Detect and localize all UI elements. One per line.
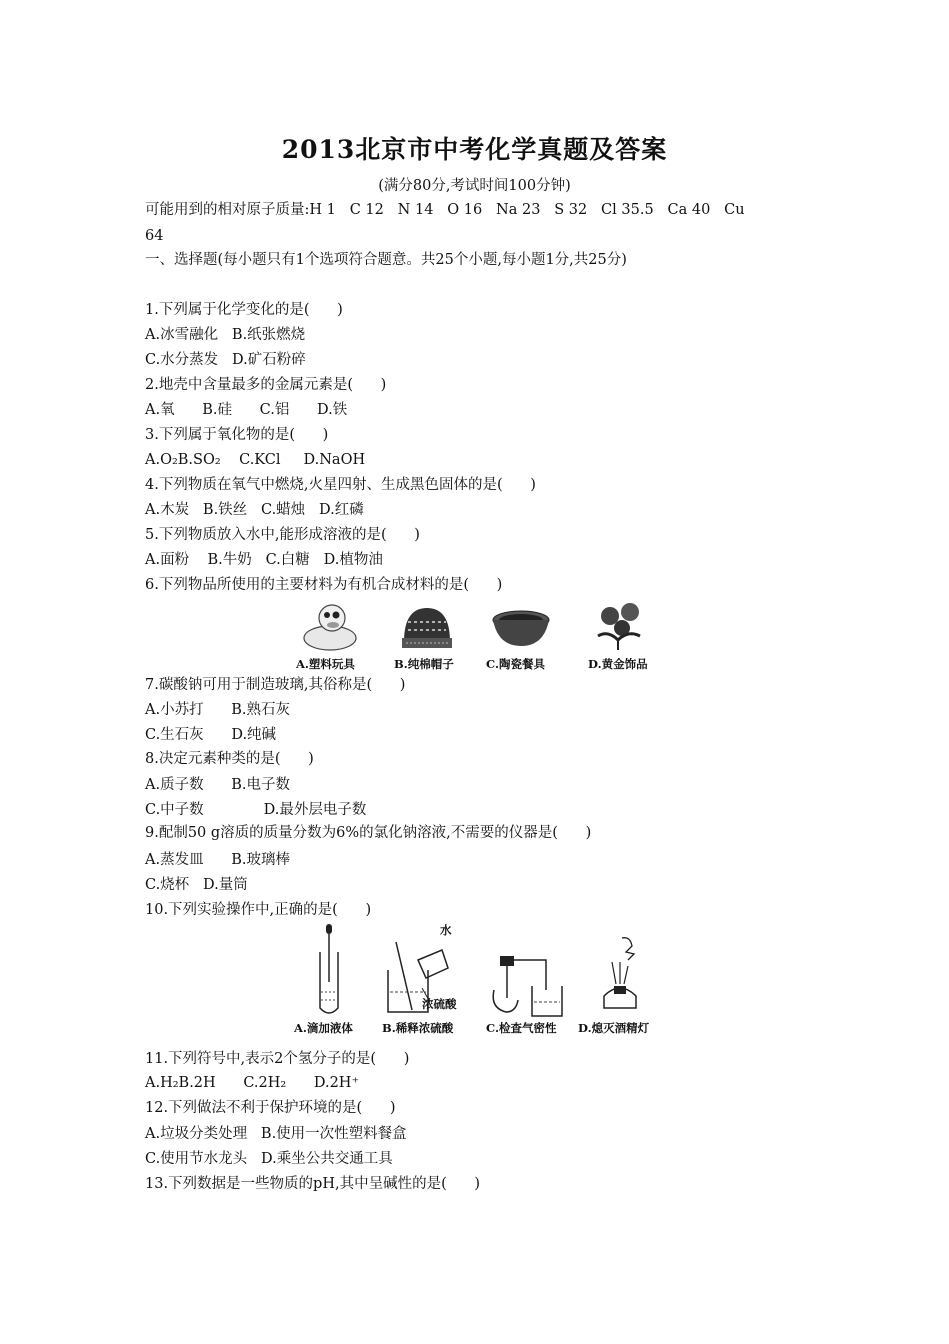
- q12-options-2: C.使用节水龙头 D.乘坐公共交通工具: [145, 1151, 393, 1167]
- q10-stem: 10.下列实验操作中,正确的是( ): [145, 902, 372, 918]
- q1-stem: 1.下列属于化学变化的是( ): [145, 302, 343, 318]
- q10-caption-d: D.熄灭酒精灯: [578, 1021, 650, 1035]
- cotton-hat-image: [398, 602, 456, 652]
- q6-caption-b: B.纯棉帽子: [394, 657, 454, 671]
- q9-stem: 9.配制50 g溶质的质量分数为6%的氯化钠溶液,不需要的仪器是( ): [145, 825, 592, 841]
- q10-caption-c: C.检查气密性: [486, 1021, 557, 1035]
- q5-options: A.面粉 B.牛奶 C.白糖 D.植物油: [145, 552, 383, 568]
- q6-figures: [290, 600, 670, 675]
- atomic-masses-line-1: 可能用到的相对原子质量:H 1 C 12 N 14 O 16 Na 23 S 32 Cl 35.5 Ca 40 Cu: [145, 202, 745, 218]
- q4-stem: 4.下列物质在氧气中燃烧,火星四射、生成黑色固体的是( ): [145, 477, 536, 493]
- gold-jewelry-image: [588, 600, 650, 652]
- q13-stem: 13.下列数据是一些物质的pH,其中呈碱性的是( ): [145, 1176, 481, 1192]
- q1-options-1: A.冰雪融化 B.纸张燃烧: [145, 327, 306, 343]
- q6-caption-c: C.陶瓷餐具: [486, 657, 545, 671]
- q10-figures: [290, 922, 670, 1040]
- q7-options-1: A.小苏打 B.熟石灰: [145, 702, 290, 718]
- q9-options-2: C.烧杯 D.量筒: [145, 877, 248, 893]
- duck-toy-image: [300, 600, 360, 652]
- q2-stem: 2.地壳中含量最多的金属元素是( ): [145, 377, 387, 393]
- q7-options-2: C.生石灰 D.纯碱: [145, 727, 277, 743]
- q3-options: A.O₂B.SO₂ C.KCl D.NaOH: [145, 452, 366, 468]
- dropper-test-tube-image: [310, 922, 350, 1017]
- q8-options-1: A.质子数 B.电子数: [145, 777, 290, 793]
- page-title: 2013北京市中考化学真题及答案: [281, 135, 668, 164]
- water-label: 水: [440, 923, 452, 937]
- q8-options-2: C.中子数 D.最外层电子数: [145, 802, 367, 818]
- q12-stem: 12.下列做法不利于保护环境的是( ): [145, 1100, 396, 1116]
- q9-options-1: A.蒸发皿 B.玻璃棒: [145, 852, 290, 868]
- q5-stem: 5.下列物质放入水中,能形成溶液的是( ): [145, 527, 420, 543]
- q1-options-2: C.水分蒸发 D.矿石粉碎: [145, 352, 306, 368]
- atomic-masses-line-2: 64: [145, 228, 164, 244]
- acid-label: 浓硫酸: [422, 997, 457, 1011]
- ceramic-bowl-image: [490, 608, 552, 650]
- q6-caption-a: A.塑料玩具: [296, 657, 355, 671]
- section-header: 一、选择题(每小题只有1个选项符合题意。共25个小题,每小题1分,共25分): [145, 252, 627, 268]
- q7-stem: 7.碳酸钠可用于制造玻璃,其俗称是( ): [145, 677, 406, 693]
- exam-info: (满分80分,考试时间100分钟): [378, 178, 571, 194]
- q11-options: A.H₂B.2H C.2H₂ D.2H⁺: [145, 1075, 360, 1091]
- q8-stem: 8.决定元素种类的是( ): [145, 751, 314, 767]
- q4-options: A.木炭 B.铁丝 C.蜡烛 D.红磷: [145, 502, 364, 518]
- airtightness-check-image: [486, 950, 566, 1020]
- q2-options: A.氧 B.硅 C.铝 D.铁: [145, 402, 348, 418]
- q12-options-1: A.垃圾分类处理 B.使用一次性塑料餐盒: [145, 1126, 407, 1142]
- q11-stem: 11.下列符号中,表示2个氢分子的是( ): [145, 1051, 410, 1067]
- q3-stem: 3.下列属于氧化物的是( ): [145, 427, 329, 443]
- q10-caption-a: A.滴加液体: [294, 1021, 353, 1035]
- q10-caption-b: B.稀释浓硫酸: [382, 1021, 454, 1035]
- q6-caption-d: D.黄金饰品: [588, 657, 648, 671]
- alcohol-lamp-image: [590, 932, 650, 1022]
- q6-stem: 6.下列物品所使用的主要材料为有机合成材料的是( ): [145, 577, 503, 593]
